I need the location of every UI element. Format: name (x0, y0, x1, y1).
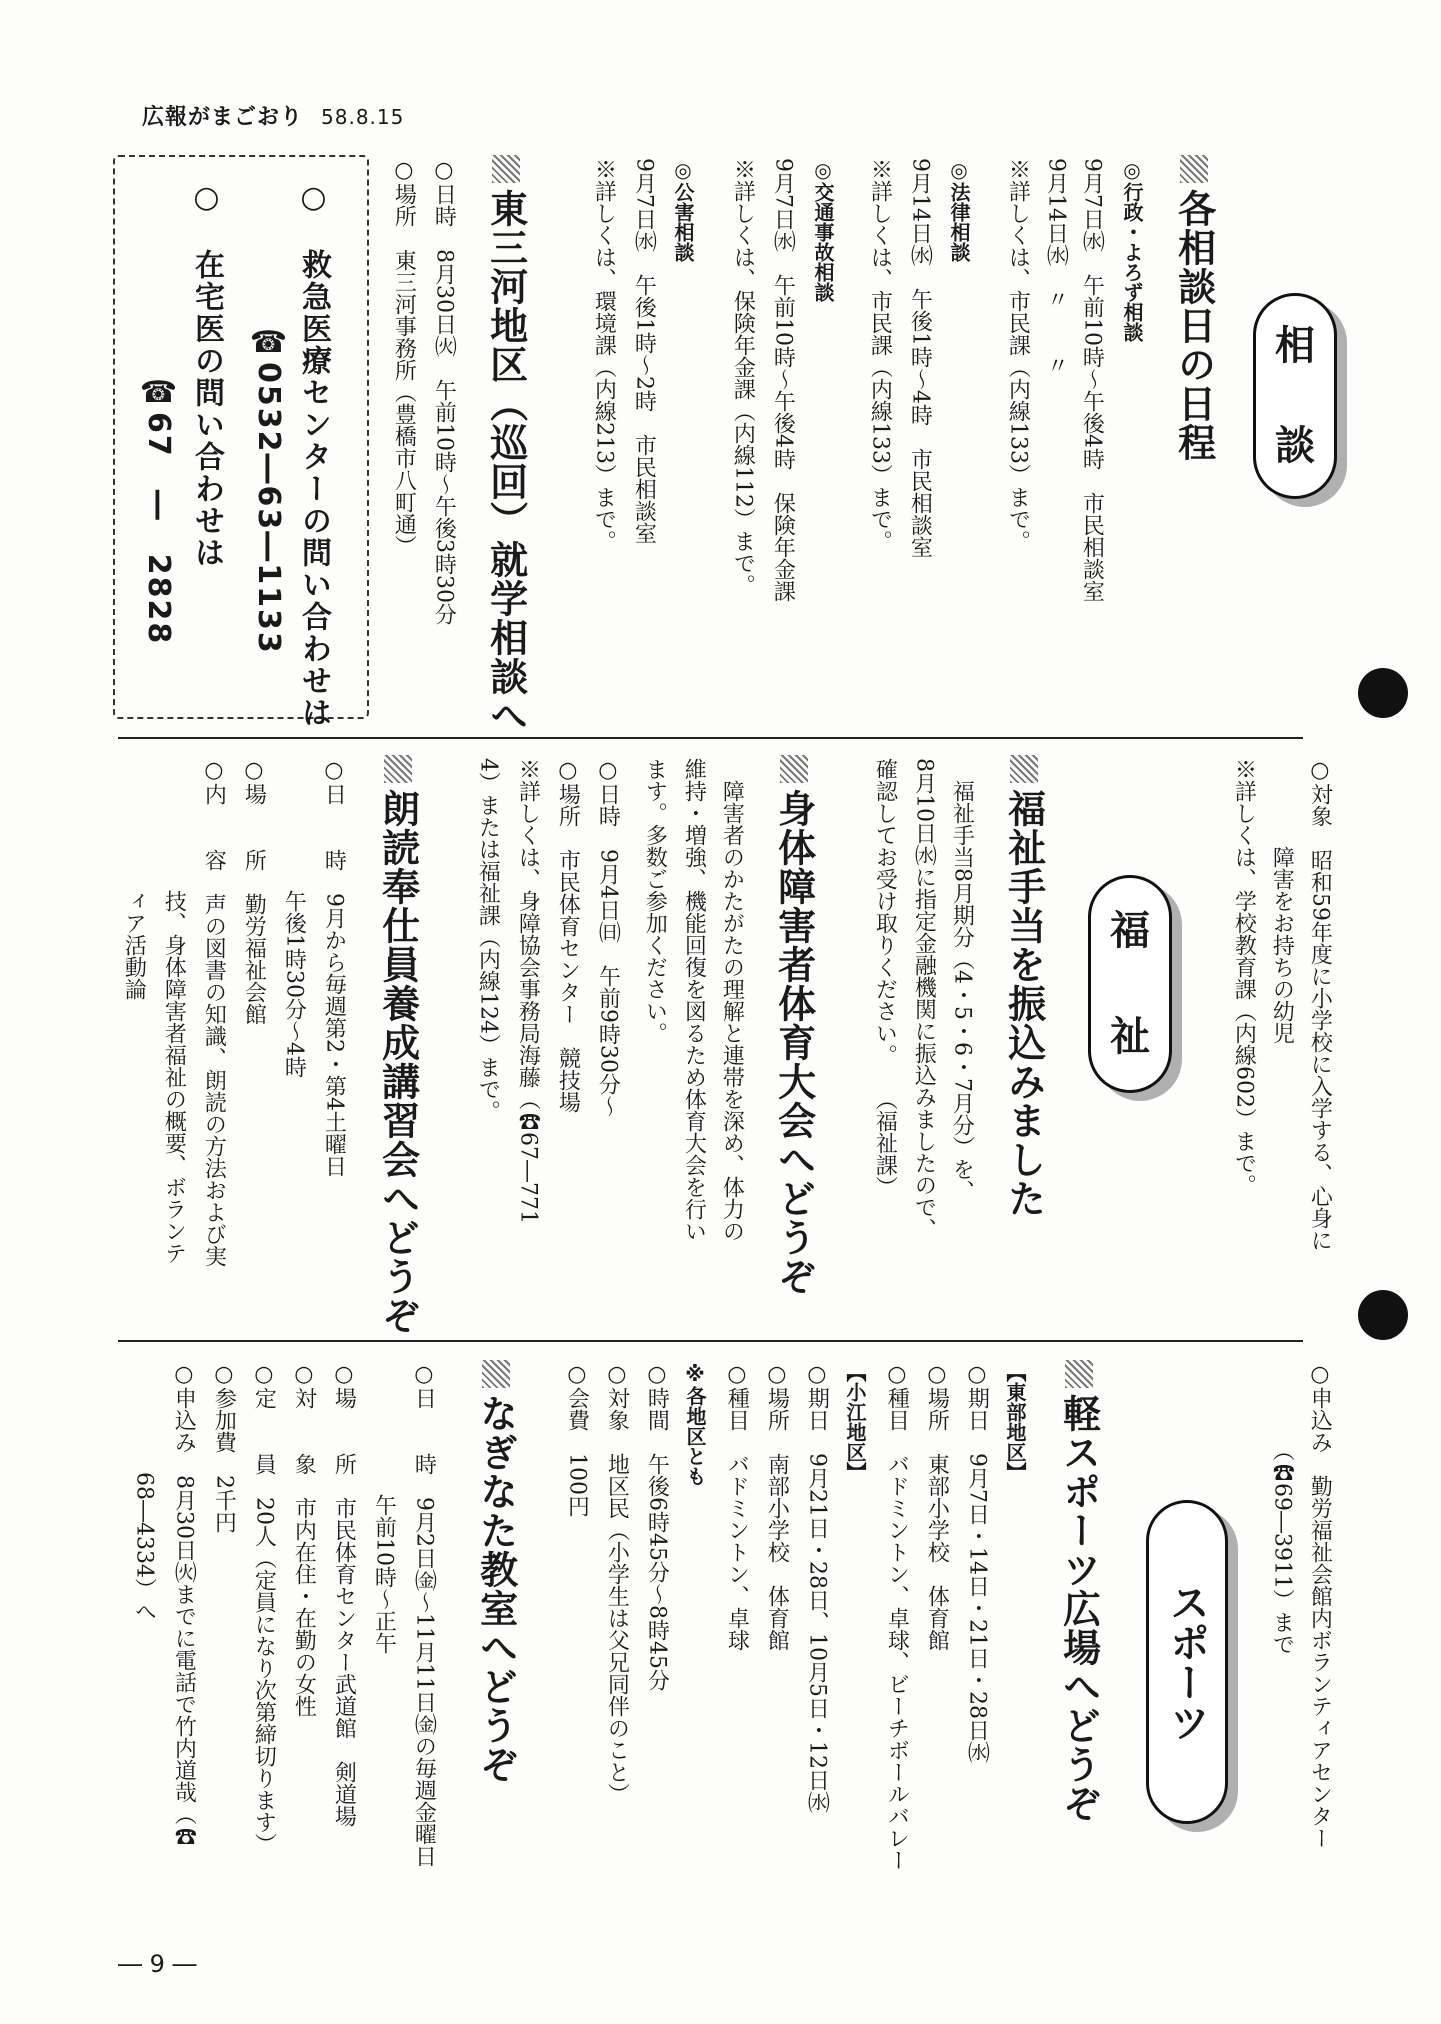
kei-line: ○場所 東部小学校 体育館 (924, 1362, 950, 1651)
fukushi-cont-line: 障害をお持ちの幼児 (1269, 758, 1295, 1044)
soudan-sub-koutsuu: ◎交通事故相談 (811, 158, 835, 302)
soudan-line: 9月14日㈬ 午後1時〜4時 市民相談室 (907, 158, 933, 558)
punch-hole (1358, 1290, 1408, 1340)
shuugaku-title: 東三河地区（巡回）就学相談へ (482, 155, 528, 735)
roudoku-line: ○日 時 9月から毎週第2・第4土曜日 (321, 758, 347, 1177)
heading-mark (492, 155, 520, 183)
soudan-line: 9月14日㈬ 〃 〃 (1043, 158, 1069, 376)
emergency-line: ○ 救急医療センターの問い合わせは (296, 180, 331, 729)
taiiku-title: 身体障害者体育大会へどうぞ (770, 755, 816, 1296)
kei-line: ○種目 バドミントン、卓球 (724, 1362, 750, 1651)
heading-mark (1010, 755, 1038, 783)
nagi-line: ○申込み 8月30日㈫までに電話で竹内道哉（☎ (171, 1362, 197, 1847)
roudoku-line: ○場 所 勤労福祉会館 (241, 758, 267, 1025)
emergency-phone: ☎0532―63―1133 (251, 325, 286, 655)
kei-line: ○期日 9月7日・14日・21日・28日㈬ (964, 1362, 990, 1763)
taiiku-line: 障害者のかたがたの理解と連帯を深め、体力の (719, 758, 745, 1242)
shuugaku-line: ○場所 東三河事務所（豊橋市八町通） (391, 158, 417, 557)
roudoku-line: ィア活動論 (121, 758, 147, 1000)
roudoku-line: ○内 容 声の図書の知識、朗読の方法および実 (201, 758, 227, 1267)
section-badge-fukushi (1088, 875, 1172, 1093)
section-divider (118, 737, 1303, 739)
kei-sub-toubu: 【東部地区】 (1003, 1362, 1027, 1482)
fukushi-cont-line: ○対象 昭和59年度に小学校に入学する、心身に (1307, 758, 1333, 1251)
soudan-line: ※詳しくは、環境課（内線213）まで。 (591, 158, 617, 552)
kei-sub-koe: 【小江地区】 (843, 1362, 867, 1482)
fukushi-cont-line: ※詳しくは、学校教育課（内線602）まで。 (1231, 758, 1257, 1196)
badge-char-2: 祉 (1110, 1014, 1150, 1060)
soudan-sub-kougai: ◎公害相談 (671, 158, 695, 262)
soudan-sub-gyousei: ◎行政・よろず相談 (1120, 158, 1144, 342)
teate-line: 確認してお受け取りください。 （福祉課） (872, 758, 898, 1198)
kei-line: ○時間 午後6時45分〜8時45分 (644, 1362, 670, 1691)
kei-title: 軽スポーツ広場へどうぞ (1055, 1360, 1101, 1823)
kei-line: ○種目 バドミントン、卓球、ビーチボールバレー (884, 1362, 910, 1871)
nagi-line: ○場 所 市民体育センター武道館 剣道場 (331, 1362, 357, 1827)
kei-sub-kakuchiku: ※各地区とも (683, 1362, 707, 1486)
heading-mark (1065, 1360, 1093, 1388)
shuugaku-line: ○日時 8月30日㈫ 午前10時〜午後3時30分 (431, 158, 457, 625)
badge-char-2: 談 (1275, 423, 1315, 469)
soudan-title: 各相談日の日程 (1170, 155, 1216, 462)
emergency-line: ○ 在宅医の問い合わせは (189, 180, 224, 569)
heading-mark (384, 755, 412, 783)
teate-line: 8月10日㈬に指定金融機関に振込みましたので、 (911, 758, 937, 1240)
punch-hole (1358, 668, 1408, 718)
section-badge-sports (1146, 1500, 1228, 1824)
heading-mark (482, 1360, 510, 1388)
sports-cont-line: ○申込み 勤労福祉会館内ボランティアセンター (1307, 1362, 1333, 1849)
badge-char-1: 福 (1110, 908, 1150, 954)
taiiku-line: ○日時 9月4日㈰ 午前9時30分〜 (595, 758, 621, 1117)
section-divider (118, 1340, 1303, 1342)
kei-line: ○場所 南部小学校 体育館 (764, 1362, 790, 1651)
soudan-line: 9月7日㈬ 午前10時〜午後4時 保険年金課 (770, 158, 796, 602)
nagi-line: 68―4334）へ (131, 1362, 157, 1622)
soudan-line: ※詳しくは、保険年金課（内線112）まで。 (730, 158, 756, 596)
taiiku-line: ます。多数ご参加ください。 (642, 758, 668, 1044)
soudan-sub-houritsu: ◎法律相談 (947, 158, 971, 262)
badge-label: スポーツ (1163, 1582, 1210, 1742)
soudan-line: ※詳しくは、市民課（内線133）まで。 (1005, 158, 1031, 552)
emergency-phone: ☎67 ― 2828 (141, 375, 176, 646)
roudoku-line: 技、身体障害者福祉の概要、ボランテ (161, 758, 187, 1264)
teate-line: 福祉手当8月期分（4・5・6・7月分）を、 (949, 758, 975, 1202)
nagi-line: ○日 時 9月2日㈮〜11月11日㈮の毎週金曜日 (411, 1362, 437, 1867)
soudan-line: ※詳しくは、市民課（内線133）まで。 (867, 158, 893, 552)
nagi-line: 午前10時〜正午 (371, 1362, 397, 1654)
nagi-title: なぎなた教室へどうぞ (472, 1360, 518, 1784)
nagi-line: ○参加費 2千円 (211, 1362, 237, 1533)
heading-mark (1180, 155, 1208, 183)
heading-mark (780, 755, 808, 783)
teate-title: 福祉手当を振込みました (1000, 755, 1046, 1218)
taiiku-line: 4）または福祉課（内線124）まで。 (475, 758, 501, 1122)
soudan-line: 9月7日㈬ 午前10時〜午後4時 市民相談室 (1079, 158, 1105, 602)
taiiku-line: ○場所 市民体育センター 競技場 (555, 758, 581, 1113)
roudoku-line: 午後1時30分〜4時 (281, 758, 307, 1078)
newsletter-title: 広報がまごおり (142, 105, 304, 130)
section-badge-soudan (1253, 293, 1337, 499)
kei-line: ○期日 9月21日・28日、10月5日・12日㈬ (804, 1362, 830, 1813)
page-header (142, 100, 404, 131)
sports-cont-line: （☎69―3911）まで (1269, 1362, 1295, 1655)
nagi-line: ○対 象 市内在住・在勤の女性 (291, 1362, 317, 1717)
taiiku-line: ※詳しくは、身障協会事務局海藤（☎67―771 (515, 758, 541, 1224)
nagi-line: ○定 員 20人（定員になり次第締切ります） (251, 1362, 277, 1855)
soudan-line: 9月7日㈬ 午後1時〜2時 市民相談室 (631, 158, 657, 544)
kei-line: ○対象 地区民（小学生は父兄同伴のこと） (604, 1362, 630, 1805)
roudoku-title: 朗読奉仕員養成講習会へどうぞ (374, 755, 420, 1335)
taiiku-line: 維持・増強、機能回復を図るため体育大会を行い (681, 758, 707, 1242)
kei-line: ○会費 100円 (564, 1362, 590, 1517)
page-number: ― 9 ― (118, 1950, 197, 1978)
badge-char-1: 相 (1275, 323, 1315, 369)
issue-date: 58.8.15 (321, 105, 405, 129)
